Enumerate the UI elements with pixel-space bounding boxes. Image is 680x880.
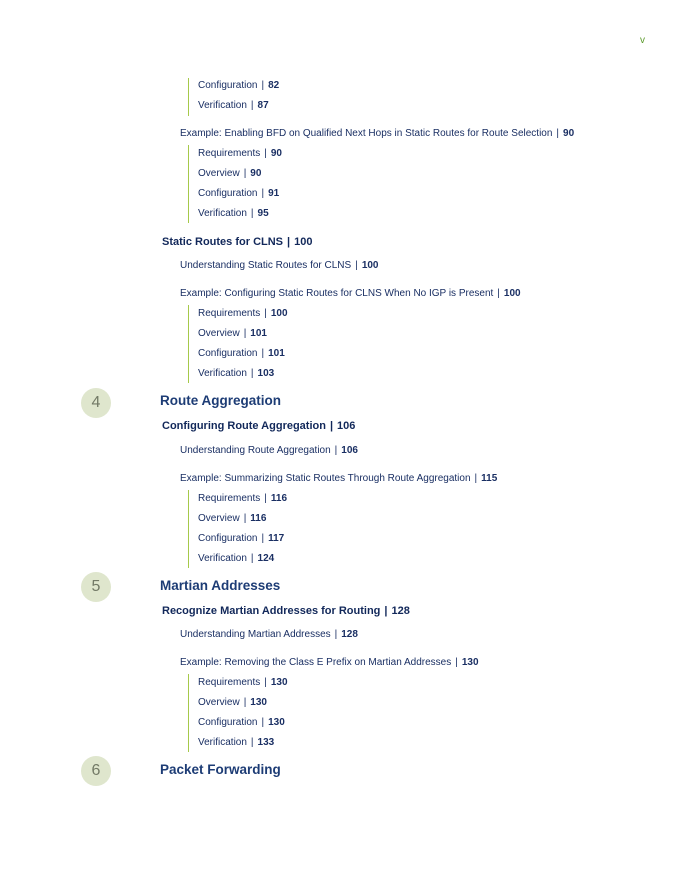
entry-label: Example: Removing the Class E Prefix on Martian Addresses xyxy=(180,657,452,668)
toc-entry-overview[interactable]: Overview | 130 xyxy=(198,697,267,708)
entry-page: 116 xyxy=(250,513,267,524)
entry-page: 82 xyxy=(268,80,280,91)
toc-entry-verification[interactable]: Verification | 124 xyxy=(198,553,275,564)
entry-page: 115 xyxy=(481,473,498,484)
entry-page: 103 xyxy=(257,368,275,379)
chapter-title[interactable]: Packet Forwarding xyxy=(160,762,281,777)
toc-section-martian[interactable]: Recognize Martian Addresses for Routing | 128 xyxy=(162,605,410,617)
chapter-number-badge: 5 xyxy=(81,572,111,602)
entry-page: 101 xyxy=(268,348,285,359)
entry-label: Requirements xyxy=(198,308,261,319)
toc-entry-overview[interactable]: Overview | 116 xyxy=(198,513,267,524)
toc-entry-requirements[interactable]: Requirements | 116 xyxy=(198,493,288,504)
entry-page: 100 xyxy=(361,260,379,271)
toc-entry-configuration[interactable]: Configuration | 130 xyxy=(198,717,285,728)
entry-label: Overview xyxy=(198,697,240,708)
entry-label: Requirements xyxy=(198,677,261,688)
toc-entry-configuration[interactable]: Configuration | 117 xyxy=(198,533,285,544)
indent-bar xyxy=(188,490,189,568)
toc-entry-example-clns[interactable]: Example: Configuring Static Routes for CLNS When No IGP is Present | 100 xyxy=(180,288,521,299)
toc-entry-configuration[interactable]: Configuration | 91 xyxy=(198,188,280,199)
toc-entry-example-aggregation[interactable]: Example: Summarizing Static Routes Through Route Aggregation | 115 xyxy=(180,473,498,484)
entry-label: Configuration xyxy=(198,717,258,728)
toc-entry-example-martian[interactable]: Example: Removing the Class E Prefix on Martian Addresses | 130 xyxy=(180,657,479,668)
entry-page: 130 xyxy=(268,717,285,728)
toc-section-clns[interactable]: Static Routes for CLNS | 100 xyxy=(162,236,313,248)
toc-entry-verification[interactable]: Verification | 95 xyxy=(198,208,269,219)
entry-label: Example: Enabling BFD on Qualified Next Hops in Static Routes for Route Selection xyxy=(180,128,553,139)
entry-page: 117 xyxy=(268,533,285,544)
entry-label: Configuration xyxy=(198,188,258,199)
toc-entry-verification[interactable]: Verification | 103 xyxy=(198,368,275,379)
entry-page: 90 xyxy=(270,148,282,159)
indent-bar xyxy=(188,78,189,116)
entry-page: 106 xyxy=(341,445,358,456)
chapter-number-badge: 4 xyxy=(81,388,111,418)
toc-entry-understanding-clns[interactable]: Understanding Static Routes for CLNS | 100 xyxy=(180,260,379,271)
entry-page: 130 xyxy=(461,657,479,668)
entry-label: Understanding Martian Addresses xyxy=(180,629,331,640)
toc-entry-overview[interactable]: Overview | 90 xyxy=(198,168,262,179)
entry-label: Understanding Route Aggregation xyxy=(180,445,331,456)
chapter-title[interactable]: Route Aggregation xyxy=(160,393,281,408)
entry-label: Example: Summarizing Static Routes Through Route Aggregation xyxy=(180,473,471,484)
section-page: 128 xyxy=(391,605,410,617)
toc-entry-requirements[interactable]: Requirements | 90 xyxy=(198,148,282,159)
toc-entry-configuration[interactable]: Configuration | 101 xyxy=(198,348,285,359)
chapter-number-badge: 6 xyxy=(81,756,111,786)
entry-page: 95 xyxy=(257,208,269,219)
entry-label: Verification xyxy=(198,368,247,379)
entry-label: Requirements xyxy=(198,148,261,159)
entry-page: 90 xyxy=(250,168,262,179)
toc-entry-requirements[interactable]: Requirements | 130 xyxy=(198,677,288,688)
section-label: Recognize Martian Addresses for Routing xyxy=(162,605,381,617)
toc-entry-verification[interactable]: Verification | 87 xyxy=(198,100,269,111)
entry-label: Verification xyxy=(198,208,247,219)
page-number: v xyxy=(640,35,645,46)
entry-page: 116 xyxy=(270,493,288,504)
toc-entry-verification[interactable]: Verification | 133 xyxy=(198,737,275,748)
entry-label: Configuration xyxy=(198,80,258,91)
entry-page: 91 xyxy=(268,188,280,199)
entry-page: 90 xyxy=(563,128,575,139)
section-page: 106 xyxy=(337,420,356,432)
entry-page: 130 xyxy=(270,677,288,688)
entry-label: Example: Configuring Static Routes for CLNS When No IGP is Present xyxy=(180,288,494,299)
entry-page: 130 xyxy=(250,697,267,708)
entry-label: Configuration xyxy=(198,533,258,544)
entry-page: 100 xyxy=(270,308,288,319)
toc-entry-configuration[interactable]: Configuration | 82 xyxy=(198,80,280,91)
entry-page: 133 xyxy=(257,737,275,748)
entry-label: Overview xyxy=(198,168,240,179)
toc-entry-requirements[interactable]: Requirements | 100 xyxy=(198,308,288,319)
indent-bar xyxy=(188,305,189,383)
entry-label: Configuration xyxy=(198,348,258,359)
entry-page: 124 xyxy=(257,553,275,564)
entry-page: 100 xyxy=(503,288,521,299)
entry-label: Requirements xyxy=(198,493,261,504)
indent-bar xyxy=(188,674,189,752)
entry-label: Overview xyxy=(198,328,240,339)
entry-label: Understanding Static Routes for CLNS xyxy=(180,260,352,271)
entry-label: Verification xyxy=(198,553,247,564)
toc-section-route-aggregation[interactable]: Configuring Route Aggregation | 106 xyxy=(162,420,356,432)
toc-entry-understanding-aggregation[interactable]: Understanding Route Aggregation | 106 xyxy=(180,445,358,456)
entry-page: 87 xyxy=(257,100,269,111)
section-label: Static Routes for CLNS xyxy=(162,236,284,248)
chapter-title[interactable]: Martian Addresses xyxy=(160,578,281,593)
entry-label: Verification xyxy=(198,737,247,748)
entry-page: 128 xyxy=(341,629,358,640)
section-page: 100 xyxy=(294,236,313,248)
entry-label: Overview xyxy=(198,513,240,524)
indent-bar xyxy=(188,145,189,223)
toc-entry-overview[interactable]: Overview | 101 xyxy=(198,328,267,339)
toc-entry-understanding-martian[interactable]: Understanding Martian Addresses | 128 xyxy=(180,629,358,640)
entry-page: 101 xyxy=(250,328,267,339)
toc-entry-example-bfd[interactable]: Example: Enabling BFD on Qualified Next Hops in Static Routes for Route Selection | 90 xyxy=(180,128,575,139)
entry-label: Verification xyxy=(198,100,247,111)
section-label: Configuring Route Aggregation xyxy=(162,420,326,432)
